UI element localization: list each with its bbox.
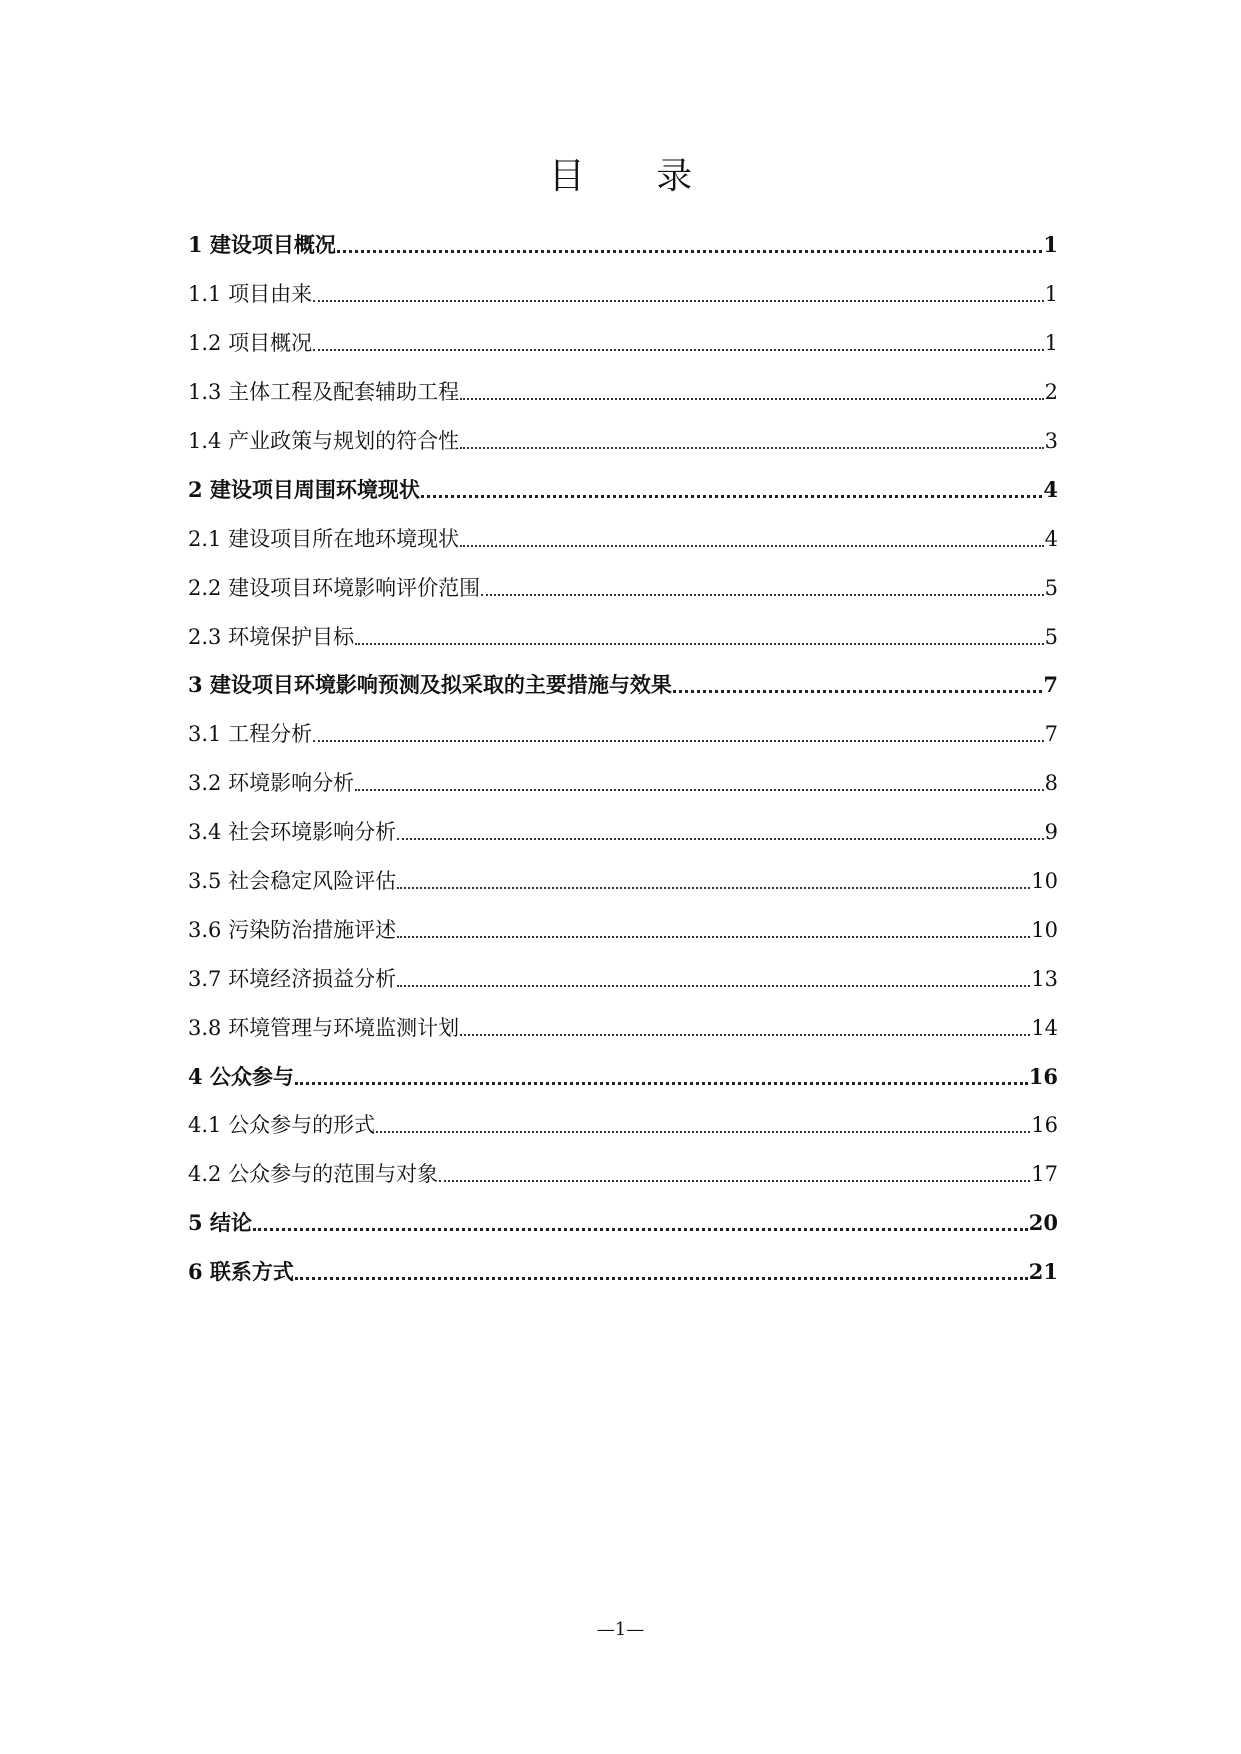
toc-entry[interactable] — [188, 417, 1058, 466]
toc-entry-label: 3.8 环境管理与环境监测计划 — [188, 1015, 460, 1040]
toc-entry-label: 1.2 项目概况 — [188, 331, 313, 356]
toc-entry-page: 16 — [1028, 1063, 1058, 1089]
toc-entry-label: 2.1 建设项目所在地环境现状 — [188, 526, 460, 551]
toc-dot-leader — [313, 720, 1044, 748]
toc-entry-page: 1 — [1044, 282, 1058, 307]
toc-dot-leader — [421, 476, 1042, 504]
toc-entry-label: 4.1 公众参与的形式 — [188, 1113, 376, 1138]
toc-entry-label: 2.3 环境保护目标 — [188, 624, 355, 649]
toc-entry[interactable] — [188, 808, 1058, 857]
toc-entry-label: 4.2 公众参与的范围与对象 — [188, 1162, 439, 1187]
toc-entry-page: 21 — [1028, 1259, 1058, 1285]
toc-entry[interactable] — [188, 270, 1058, 319]
toc-entry-page: 1 — [1043, 232, 1058, 258]
toc-entry-page: 9 — [1044, 820, 1058, 845]
toc-dot-leader — [397, 867, 1030, 895]
toc-entry-page: 7 — [1044, 722, 1058, 747]
page-number-footer: —1— — [596, 1619, 645, 1640]
toc-entry[interactable] — [188, 368, 1058, 417]
toc-dot-leader — [376, 1111, 1030, 1139]
toc-entry-page: 8 — [1044, 771, 1058, 796]
toc-entry[interactable] — [188, 1101, 1058, 1150]
toc-entry-label: 6 联系方式 — [188, 1259, 294, 1285]
toc-entry[interactable] — [188, 1248, 1058, 1297]
toc-dot-leader — [355, 623, 1044, 651]
toc-entry[interactable] — [188, 319, 1058, 368]
toc-entry-page: 7 — [1043, 672, 1058, 698]
toc-entry-label: 5 结论 — [188, 1210, 252, 1236]
toc-entry[interactable] — [188, 661, 1058, 710]
toc-dot-leader — [460, 378, 1044, 406]
toc-entry-page: 5 — [1044, 575, 1058, 600]
toc-dot-leader — [397, 818, 1044, 846]
toc-entry-label: 3.5 社会稳定风险评估 — [188, 869, 397, 894]
toc-entry[interactable] — [188, 710, 1058, 759]
toc-entry-page: 10 — [1031, 869, 1058, 894]
toc-entry-page: 3 — [1044, 429, 1058, 453]
toc-entry-page: 13 — [1031, 966, 1058, 991]
toc-entry-label: 3.1 工程分析 — [188, 722, 313, 747]
toc-entry[interactable] — [188, 1199, 1058, 1248]
toc-list — [188, 221, 1058, 1297]
toc-dot-leader — [439, 1160, 1030, 1188]
toc-entry-page: 10 — [1031, 917, 1058, 942]
toc-entry[interactable] — [188, 954, 1058, 1003]
toc-entry[interactable] — [188, 857, 1058, 906]
toc-dot-leader — [397, 916, 1030, 944]
toc-entry[interactable] — [188, 612, 1058, 661]
toc-entry-label: 3.7 环境经济损益分析 — [188, 966, 397, 991]
toc-dot-leader — [337, 231, 1042, 259]
toc-dot-leader — [397, 965, 1030, 993]
toc-entry-page: 14 — [1031, 1015, 1058, 1040]
toc-entry[interactable] — [188, 1150, 1058, 1199]
toc-entry-label: 1 建设项目概况 — [188, 232, 336, 258]
toc-entry-page: 17 — [1031, 1162, 1058, 1187]
toc-entry-label: 4 公众参与 — [188, 1063, 294, 1089]
toc-entry[interactable] — [188, 465, 1058, 514]
toc-entry-page: 2 — [1044, 380, 1058, 405]
toc-entry-page: 1 — [1044, 331, 1058, 356]
toc-entry-page: 20 — [1028, 1210, 1058, 1236]
toc-entry-label: 2.2 建设项目环境影响评价范围 — [188, 575, 481, 600]
toc-entry-page: 5 — [1044, 624, 1058, 649]
toc-entry[interactable] — [188, 759, 1058, 808]
toc-entry-label: 3.6 污染防治措施评述 — [188, 917, 397, 942]
toc-dot-leader — [295, 1063, 1028, 1091]
toc-entry-label: 3.2 环境影响分析 — [188, 771, 355, 796]
toc-entry-page: 4 — [1043, 476, 1058, 502]
toc-entry-label: 2 建设项目周围环境现状 — [188, 476, 420, 502]
toc-dot-leader — [460, 427, 1044, 455]
toc-dot-leader — [460, 1014, 1030, 1042]
toc-title: 目 录 — [548, 156, 723, 197]
toc-entry-label: 3 建设项目环境影响预测及拟采取的主要措施与效果 — [188, 672, 672, 698]
toc-entry[interactable] — [188, 563, 1058, 612]
toc-entry-label: 1.1 项目由来 — [188, 282, 313, 307]
toc-entry-page: 4 — [1044, 526, 1058, 551]
toc-entry-label: 3.4 社会环境影响分析 — [188, 820, 397, 845]
toc-dot-leader — [673, 671, 1042, 699]
toc-entry[interactable] — [188, 1003, 1058, 1052]
toc-dot-leader — [313, 280, 1044, 308]
toc-entry-page: 16 — [1031, 1113, 1058, 1138]
toc-dot-leader — [313, 329, 1044, 357]
toc-dot-leader — [460, 525, 1044, 553]
toc-entry[interactable] — [188, 1052, 1058, 1101]
toc-dot-leader — [481, 574, 1044, 602]
toc-entry[interactable] — [188, 221, 1058, 270]
toc-dot-leader — [295, 1258, 1028, 1286]
toc-dot-leader — [253, 1209, 1028, 1237]
toc-entry-label: 1.4 产业政策与规划的符合性 — [188, 429, 460, 453]
toc-entry-label: 1.3 主体工程及配套辅助工程 — [188, 380, 460, 405]
toc-entry[interactable] — [188, 905, 1058, 954]
toc-dot-leader — [355, 769, 1044, 797]
toc-entry[interactable] — [188, 514, 1058, 563]
